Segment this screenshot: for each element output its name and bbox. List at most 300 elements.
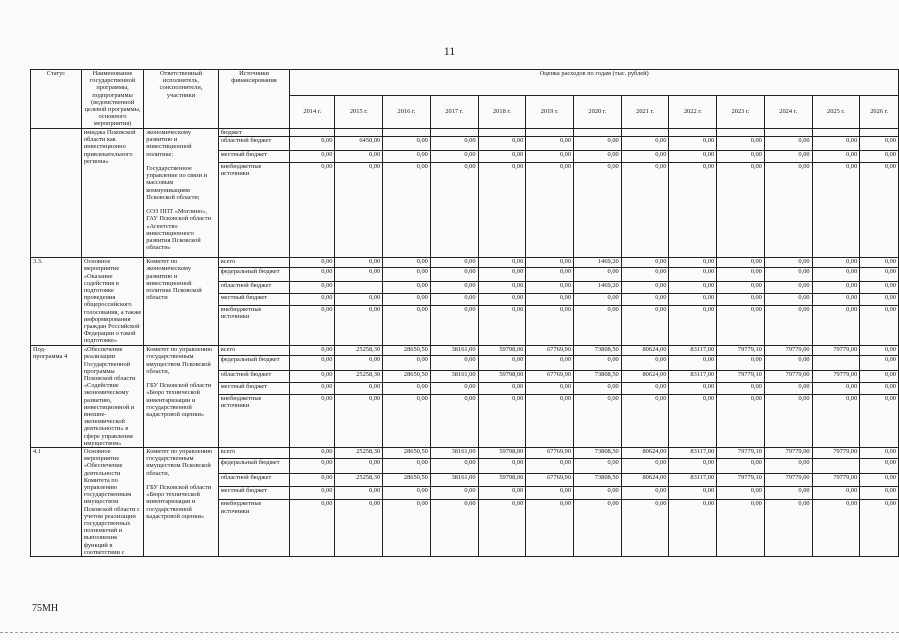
- row-value-cell: 0,00: [574, 137, 622, 151]
- row-value-cell: 79779,00: [812, 346, 860, 356]
- row-source-cell: всего: [218, 448, 290, 459]
- row-value-cell: 25258,30: [335, 370, 383, 382]
- row-value-cell: [812, 356, 860, 370]
- row-value-cell: 0,00: [860, 268, 899, 282]
- row-value-cell: 0,00: [812, 268, 860, 282]
- row-value-cell: 0,00: [717, 356, 765, 370]
- year-header: 2018 г.: [478, 95, 526, 128]
- header-status: Статус: [31, 70, 82, 129]
- row-value-cell: 0,00: [526, 268, 574, 282]
- year-header: 2019 г.: [526, 95, 574, 128]
- row-value-cell: 0,00: [430, 306, 478, 346]
- row-value-cell: 28650,50: [383, 370, 431, 382]
- row-name-cell: имиджа Псковской области как инвестиционно привлекательного региона»: [81, 129, 143, 258]
- row-value-cell: 38161,00: [430, 474, 478, 487]
- row-value-cell: 0,00: [574, 268, 622, 282]
- row-value-cell: 0,00: [812, 382, 860, 394]
- row-value-cell: 0,00: [717, 151, 765, 163]
- row-value-cell: 0,00: [764, 294, 812, 306]
- row-value-cell: 0,00: [335, 306, 383, 346]
- row-value-cell: 0,00: [574, 163, 622, 258]
- row-value-cell: 0,00: [526, 382, 574, 394]
- scan-edge-line: [0, 632, 899, 634]
- row-value-cell: 0,00: [290, 458, 335, 473]
- row-value-cell: 0,00: [335, 356, 383, 370]
- row-value-cell: 28650,50: [383, 346, 431, 356]
- row-value-cell: 0,00: [478, 395, 526, 448]
- row-value-cell: 0,00: [764, 258, 812, 268]
- row-value-cell: 28650,50: [383, 448, 431, 459]
- row-value-cell: 0,00: [669, 294, 717, 306]
- row-value-cell: 0,00: [290, 137, 335, 151]
- row-value-cell: 0,00: [290, 282, 335, 294]
- row-value-cell: 0,00: [621, 487, 669, 500]
- row-value-cell: 0,00: [764, 163, 812, 258]
- row-value-cell: 73808,50: [574, 346, 622, 356]
- row-value-cell: 0,00: [717, 268, 765, 282]
- row-source-cell: областной бюджет: [218, 370, 290, 382]
- row-source-cell: местный бюджет: [218, 294, 290, 306]
- row-value-cell: 83117,00: [669, 448, 717, 459]
- row-value-cell: 79779,00: [812, 370, 860, 382]
- row-value-cell: 0,00: [717, 163, 765, 258]
- row-value-cell: 25258,30: [335, 448, 383, 459]
- row-value-cell: 0,00: [478, 382, 526, 394]
- row-value-cell: 0,00: [335, 294, 383, 306]
- row-value-cell: 0,00: [526, 306, 574, 346]
- row-value-cell: 38161,00: [430, 346, 478, 356]
- row-value-cell: 0,00: [478, 458, 526, 473]
- row-value-cell: 0,00: [717, 258, 765, 268]
- row-value-cell: 0,00: [478, 163, 526, 258]
- row-value-cell: 0,00: [717, 395, 765, 448]
- row-value-cell: 0,00: [621, 382, 669, 394]
- header-expenses: Оценка расходов по годам (тыс. рублей): [290, 70, 899, 96]
- row-value-cell: [717, 129, 765, 137]
- row-value-cell: 0,00: [478, 268, 526, 282]
- row-value-cell: 73808,50: [574, 474, 622, 487]
- row-value-cell: 0,00: [430, 268, 478, 282]
- row-value-cell: 0,00: [860, 306, 899, 346]
- row-value-cell: 0,00: [383, 356, 431, 370]
- row-status-cell: 3.3.: [31, 258, 82, 346]
- row-value-cell: 0,00: [860, 137, 899, 151]
- row-value-cell: 0,00: [335, 382, 383, 394]
- row-value-cell: 0,00: [335, 458, 383, 473]
- row-value-cell: 67769,90: [526, 346, 574, 356]
- row-value-cell: 0,00: [812, 395, 860, 448]
- row-value-cell: 0,00: [621, 500, 669, 557]
- row-source-cell: внебюджетные источники: [218, 163, 290, 258]
- header-source: Источники финансирования: [218, 70, 290, 129]
- row-value-cell: 0,00: [717, 382, 765, 394]
- row-value-cell: [290, 129, 335, 137]
- row-value-cell: 0,00: [764, 356, 812, 370]
- row-value-cell: 0,00: [290, 474, 335, 487]
- footer-code: 75МН: [32, 603, 59, 614]
- row-value-cell: 73808,50: [574, 448, 622, 459]
- row-value-cell: 0,00: [860, 282, 899, 294]
- row-value-cell: 0,00: [717, 294, 765, 306]
- row-value-cell: 79779,00: [812, 474, 860, 487]
- row-value-cell: 0,00: [478, 500, 526, 557]
- row-value-cell: 0,00: [290, 487, 335, 500]
- row-value-cell: 0,00: [290, 382, 335, 394]
- row-value-cell: 0,00: [383, 163, 431, 258]
- row-value-cell: 0,00: [526, 356, 574, 370]
- row-value-cell: 0,00: [717, 282, 765, 294]
- row-value-cell: 0,00: [383, 458, 431, 473]
- row-value-cell: 0,00: [764, 268, 812, 282]
- row-value-cell: [764, 129, 812, 137]
- row-value-cell: 0,00: [764, 137, 812, 151]
- year-header: 2022 г.: [669, 95, 717, 128]
- row-value-cell: 0,00: [335, 268, 383, 282]
- row-value-cell: 0,00: [669, 282, 717, 294]
- row-value-cell: 0,00: [290, 268, 335, 282]
- year-header: 2015 г.: [335, 95, 383, 128]
- row-value-cell: 0,00: [574, 487, 622, 500]
- row-value-cell: 0,00: [430, 282, 478, 294]
- row-value-cell: 0,00: [669, 500, 717, 557]
- row-value-cell: 0,00: [621, 163, 669, 258]
- row-value-cell: 73808,50: [574, 370, 622, 382]
- row-value-cell: 0,00: [430, 382, 478, 394]
- row-value-cell: 0,00: [812, 294, 860, 306]
- row-value-cell: 0,00: [860, 356, 899, 370]
- table-row: [31, 129, 899, 137]
- page-number: 11: [443, 44, 456, 58]
- row-value-cell: 79779,10: [717, 370, 765, 382]
- row-value-cell: 0,00: [621, 151, 669, 163]
- row-value-cell: 0,00: [860, 458, 899, 473]
- row-value-cell: 0,00: [335, 151, 383, 163]
- row-value-cell: 0,00: [290, 500, 335, 557]
- row-status-cell: Под- программа 4: [31, 346, 82, 448]
- row-value-cell: 0,00: [383, 151, 431, 163]
- row-value-cell: 0,00: [621, 282, 669, 294]
- row-value-cell: 38161,00: [430, 370, 478, 382]
- row-value-cell: 79779,00: [764, 474, 812, 487]
- row-value-cell: 0,00: [764, 395, 812, 448]
- row-value-cell: [812, 458, 860, 473]
- row-value-cell: 0,00: [430, 395, 478, 448]
- row-value-cell: 0,00: [478, 258, 526, 268]
- row-value-cell: 0,00: [430, 163, 478, 258]
- row-value-cell: 0,00: [717, 137, 765, 151]
- row-value-cell: [860, 129, 899, 137]
- row-value-cell: 59798,00: [478, 346, 526, 356]
- row-value-cell: [621, 129, 669, 137]
- row-value-cell: [335, 129, 383, 137]
- row-executor-cell: экономическому развитию и инвестиционной политике; Государственное управление по связи и массовым коммуникациям Псковской области; ОЭЗ ППТ «Моглино», ГАУ Псковской области «Агентство инвестиционного развития Псковской области»: [144, 129, 219, 258]
- year-header: 2024 г.: [764, 95, 812, 128]
- year-header: 2017 г.: [430, 95, 478, 128]
- row-source-cell: внебюджетные источники: [218, 395, 290, 448]
- row-value-cell: 0,00: [669, 382, 717, 394]
- row-value-cell: 0,00: [335, 163, 383, 258]
- row-value-cell: 0,00: [383, 258, 431, 268]
- row-value-cell: 0,00: [430, 137, 478, 151]
- row-value-cell: 0,00: [574, 500, 622, 557]
- row-value-cell: 0,00: [812, 306, 860, 346]
- row-value-cell: 0,00: [430, 487, 478, 500]
- row-value-cell: 0,00: [526, 458, 574, 473]
- row-value-cell: 0,00: [478, 294, 526, 306]
- year-header: 2026 г.: [860, 95, 899, 128]
- row-value-cell: 0,00: [621, 137, 669, 151]
- row-value-cell: 0,00: [526, 487, 574, 500]
- row-value-cell: 0,00: [812, 151, 860, 163]
- row-name-cell: Основное мероприятие «Обеспечение деятельности Комитета по управлению государственным имуществом Псковской области с учетом реализации государственных полномочий и выполнения функций в соответствии с: [81, 448, 143, 557]
- row-value-cell: 25258,30: [335, 474, 383, 487]
- row-value-cell: 0,00: [621, 268, 669, 282]
- row-value-cell: 0,00: [621, 294, 669, 306]
- year-header: 2020 г.: [574, 95, 622, 128]
- row-value-cell: 0,00: [669, 137, 717, 151]
- row-value-cell: 0,00: [574, 356, 622, 370]
- table-row: [31, 346, 899, 356]
- row-value-cell: 0,00: [478, 306, 526, 346]
- row-value-cell: 59798,00: [478, 370, 526, 382]
- row-value-cell: 0,00: [574, 395, 622, 448]
- row-value-cell: 0,00: [669, 487, 717, 500]
- row-value-cell: 0,00: [812, 258, 860, 268]
- row-value-cell: 80624,00: [621, 346, 669, 356]
- row-value-cell: 25258,30: [335, 346, 383, 356]
- row-value-cell: 67769,90: [526, 474, 574, 487]
- row-value-cell: [574, 129, 622, 137]
- row-value-cell: 83117,00: [669, 370, 717, 382]
- row-value-cell: 0,00: [717, 487, 765, 500]
- row-value-cell: 0,00: [478, 487, 526, 500]
- row-source-cell: местный бюджет: [218, 382, 290, 394]
- row-value-cell: 80624,00: [621, 370, 669, 382]
- row-value-cell: 1469,20: [574, 282, 622, 294]
- row-value-cell: 0,00: [574, 458, 622, 473]
- row-value-cell: 79779,00: [764, 448, 812, 459]
- row-value-cell: 0,00: [526, 258, 574, 268]
- row-value-cell: 0,00: [669, 458, 717, 473]
- row-value-cell: 0,00: [860, 370, 899, 382]
- row-value-cell: 0,00: [383, 395, 431, 448]
- row-executor-cell: Комитет по экономическому развитию и инвестиционной политике Псковской области: [144, 258, 219, 346]
- row-value-cell: [383, 129, 431, 137]
- row-value-cell: 79779,00: [764, 370, 812, 382]
- row-source-cell: внебюджетные источники: [218, 306, 290, 346]
- row-executor-cell: Комитет по управлению государственным имуществом Псковской области, ГБУ Псковской области «Бюро технической инвентаризации и государственной кадастровой оценки»: [144, 448, 219, 557]
- row-value-cell: 0,00: [526, 151, 574, 163]
- row-value-cell: 0,00: [430, 356, 478, 370]
- row-value-cell: 0,00: [290, 258, 335, 268]
- row-source-cell: областной бюджет: [218, 137, 290, 151]
- row-value-cell: 0,00: [335, 500, 383, 557]
- row-value-cell: 0,00: [669, 268, 717, 282]
- row-source-cell: федеральный бюджет: [218, 356, 290, 370]
- row-value-cell: 6450,00: [335, 137, 383, 151]
- row-value-cell: 0,00: [669, 151, 717, 163]
- row-value-cell: 0,00: [290, 370, 335, 382]
- row-value-cell: 0,00: [290, 163, 335, 258]
- row-source-cell: федеральный бюджет: [218, 268, 290, 282]
- row-value-cell: 0,00: [574, 382, 622, 394]
- year-header: 2023 г.: [717, 95, 765, 128]
- table-row: [31, 448, 899, 459]
- row-value-cell: 79779,00: [812, 448, 860, 459]
- table-header: [31, 70, 899, 129]
- row-value-cell: 79779,10: [717, 448, 765, 459]
- row-value-cell: 0,00: [717, 306, 765, 346]
- row-status-cell: 4.1: [31, 448, 82, 557]
- row-value-cell: 0,00: [383, 500, 431, 557]
- row-value-cell: [335, 282, 383, 294]
- year-header: 2021 г.: [621, 95, 669, 128]
- row-value-cell: 0,00: [717, 500, 765, 557]
- row-value-cell: 0,00: [526, 282, 574, 294]
- row-value-cell: 0,00: [764, 500, 812, 557]
- row-name-cell: Основное мероприятие «Оказание содействия в подготовке проведения общероссийского голосования, а также информирования граждан Российской Федерации о такой подготовке»: [81, 258, 143, 346]
- table-row: [31, 258, 899, 268]
- row-value-cell: 0,00: [812, 137, 860, 151]
- row-value-cell: 0,00: [290, 151, 335, 163]
- row-value-cell: 0,00: [860, 346, 899, 356]
- row-value-cell: 0,00: [669, 163, 717, 258]
- row-value-cell: 0,00: [621, 306, 669, 346]
- row-value-cell: 0,00: [430, 458, 478, 473]
- row-value-cell: 0,00: [383, 282, 431, 294]
- row-value-cell: 0,00: [383, 382, 431, 394]
- row-value-cell: 0,00: [290, 346, 335, 356]
- row-value-cell: [430, 129, 478, 137]
- row-value-cell: 0,00: [430, 294, 478, 306]
- row-value-cell: 0,00: [764, 306, 812, 346]
- row-source-cell: местный бюджет: [218, 487, 290, 500]
- row-value-cell: 0,00: [812, 163, 860, 258]
- row-value-cell: [812, 129, 860, 137]
- row-value-cell: 0,00: [669, 258, 717, 268]
- row-value-cell: 0,00: [290, 448, 335, 459]
- row-value-cell: 0,00: [574, 294, 622, 306]
- row-source-cell: областной бюджет: [218, 282, 290, 294]
- row-value-cell: 0,00: [290, 306, 335, 346]
- row-value-cell: 0,00: [430, 258, 478, 268]
- year-header: 2025 г.: [812, 95, 860, 128]
- row-value-cell: 0,00: [621, 458, 669, 473]
- row-value-cell: 83117,00: [669, 474, 717, 487]
- row-value-cell: 0,00: [478, 151, 526, 163]
- year-header: 2016 г.: [383, 95, 431, 128]
- row-value-cell: 0,00: [526, 395, 574, 448]
- row-value-cell: 0,00: [621, 258, 669, 268]
- row-value-cell: 0,00: [430, 500, 478, 557]
- row-value-cell: [669, 129, 717, 137]
- row-value-cell: 0,00: [621, 356, 669, 370]
- row-value-cell: 0,00: [860, 382, 899, 394]
- row-value-cell: 28650,50: [383, 474, 431, 487]
- row-value-cell: 0,00: [335, 395, 383, 448]
- row-value-cell: 67769,90: [526, 370, 574, 382]
- row-value-cell: 0,00: [526, 500, 574, 557]
- row-value-cell: 59798,00: [478, 474, 526, 487]
- row-value-cell: 67769,90: [526, 448, 574, 459]
- row-source-cell: федеральный бюджет: [218, 458, 290, 473]
- row-value-cell: 0,00: [526, 137, 574, 151]
- row-value-cell: 0,00: [764, 458, 812, 473]
- row-value-cell: 0,00: [478, 356, 526, 370]
- row-value-cell: 0,00: [812, 282, 860, 294]
- row-value-cell: 0,00: [860, 163, 899, 258]
- row-value-cell: 0,00: [860, 448, 899, 459]
- row-value-cell: 0,00: [478, 282, 526, 294]
- row-value-cell: 0,00: [574, 151, 622, 163]
- row-value-cell: 0,00: [430, 151, 478, 163]
- row-value-cell: 0,00: [383, 487, 431, 500]
- row-value-cell: 0,00: [478, 137, 526, 151]
- row-value-cell: 80624,00: [621, 448, 669, 459]
- row-value-cell: 79779,00: [764, 346, 812, 356]
- row-value-cell: 59798,00: [478, 448, 526, 459]
- row-value-cell: 0,00: [621, 395, 669, 448]
- row-executor-cell: Комитет по управлению государственным имуществом Псковской области, ГБУ Псковской области «Бюро технической инвентаризации и государственной кадастровой оценки»: [144, 346, 219, 448]
- row-source-cell: внебюджетные источники: [218, 500, 290, 557]
- row-value-cell: 0,00: [669, 356, 717, 370]
- row-value-cell: 0,00: [860, 500, 899, 557]
- row-value-cell: 0,00: [669, 395, 717, 448]
- table-body: [31, 129, 899, 557]
- row-source-cell: всего: [218, 258, 290, 268]
- row-value-cell: 0,00: [526, 163, 574, 258]
- year-header: 2014 г.: [290, 95, 335, 128]
- row-value-cell: 0,00: [383, 294, 431, 306]
- expenses-table: [30, 69, 899, 557]
- row-value-cell: 0,00: [335, 487, 383, 500]
- row-value-cell: 0,00: [764, 382, 812, 394]
- row-value-cell: 0,00: [860, 151, 899, 163]
- row-value-cell: 0,00: [290, 356, 335, 370]
- row-value-cell: 0,00: [717, 458, 765, 473]
- header-executor: Ответственный исполнитель, соисполнители, участники: [144, 70, 219, 129]
- row-value-cell: 0,00: [764, 151, 812, 163]
- row-source-cell: всего: [218, 346, 290, 356]
- row-value-cell: [478, 129, 526, 137]
- row-value-cell: 0,00: [290, 395, 335, 448]
- row-value-cell: 0,00: [764, 487, 812, 500]
- row-value-cell: 0,00: [860, 474, 899, 487]
- row-value-cell: 38161,00: [430, 448, 478, 459]
- row-value-cell: 0,00: [764, 282, 812, 294]
- row-name-cell: «Обеспечение реализации Государственной программы Псковской области «Содействие экономическому развитию, инвестиционной и внешне-экономической деятельности» в сфере управления имуществом»: [81, 346, 143, 448]
- row-source-cell: бюджет: [218, 129, 290, 137]
- row-value-cell: 0,00: [860, 395, 899, 448]
- row-value-cell: 79779,10: [717, 474, 765, 487]
- row-value-cell: 0,00: [812, 500, 860, 557]
- row-value-cell: 0,00: [860, 294, 899, 306]
- row-value-cell: 0,00: [290, 294, 335, 306]
- row-value-cell: 0,00: [383, 268, 431, 282]
- row-value-cell: 79779,10: [717, 346, 765, 356]
- row-value-cell: 0,00: [383, 137, 431, 151]
- row-value-cell: 0,00: [383, 306, 431, 346]
- row-value-cell: 0,00: [860, 258, 899, 268]
- row-value-cell: 0,00: [574, 306, 622, 346]
- row-value-cell: 0,00: [526, 294, 574, 306]
- row-value-cell: 1469,20: [574, 258, 622, 268]
- header-name: Наименование государственной программы, подпрограммы (ведомственной целевой программы, основного мероприятия): [81, 70, 143, 129]
- row-value-cell: 0,00: [335, 258, 383, 268]
- row-value-cell: [526, 129, 574, 137]
- row-source-cell: областной бюджет: [218, 474, 290, 487]
- row-value-cell: 0,00: [860, 487, 899, 500]
